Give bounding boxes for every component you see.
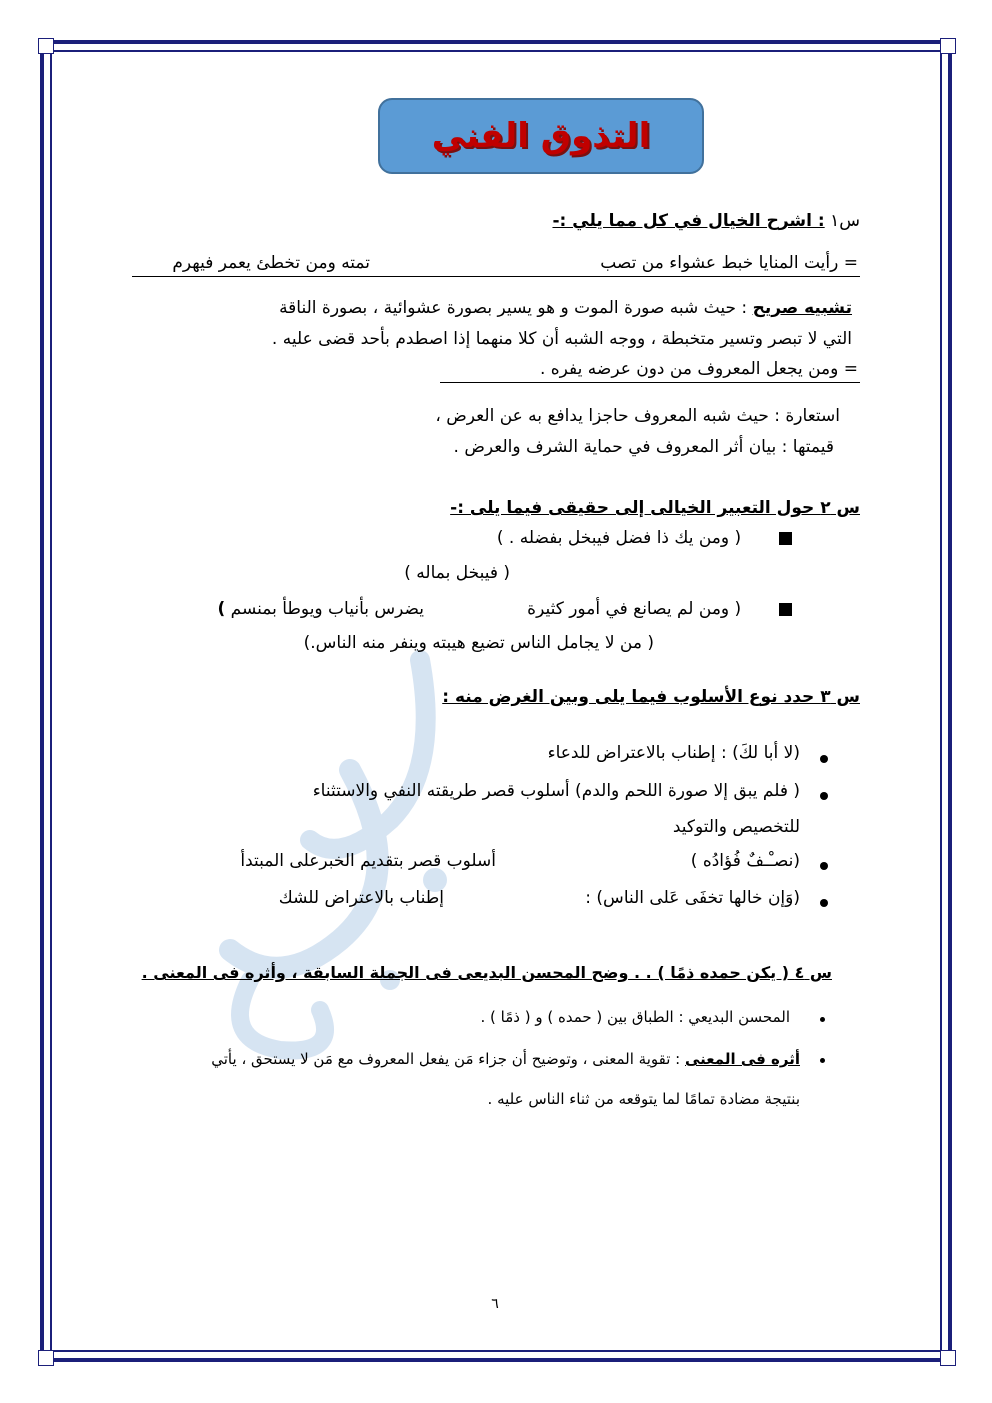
q1-verse2: = ومن يجعل المعروف من دون عرضه يفره . [539,359,858,379]
q2-item2-answer: ( من لا يجامل الناس تضيع هيبته وينفر منه الناس.) [303,633,654,653]
bullet-icon [820,1017,825,1022]
bullet-icon [820,755,828,763]
q1-answer1-line2: التي لا تبصر وتسير متخبطة ، ووجه الشبه أن كلا منهما إذا اصطدم بأحد قضى عليه . [271,329,852,349]
q1-verse1-second-hemistich: تمته ومن تخطئ يعمر فيهرم [172,253,370,273]
q3-heading: س ٣ حدد نوع الأسلوب فيما يلى وبين الغرض منه : [442,687,860,707]
border-corner [38,38,54,54]
q3-item3-answer: أسلوب قصر بتقديم الخبرعلى المبتدأ [240,851,496,871]
q4-heading: س ٤ ( يكن حمده ذمًا ) . . وضح المحسن البديعى فى الجملة السابقة ، وأثره فى المعنى . [141,963,832,982]
q3-item2-line1: ( فلم يبق إلا صورة اللحم والدم) أسلوب قصر طريقته النفي والاستثناء [312,781,800,801]
q2-item1-answer: ( فيبخل بماله ) [404,563,510,583]
q2-item2: ( ومن لم يصانع في أمور كثيرة [527,598,792,620]
page-number: ٦ [491,1296,499,1312]
q3-item4-answer: إطناب بالاعتراض للشك [278,888,444,908]
q3-item2-line2: للتخصيص والتوكيد [672,817,800,837]
bullet-icon [820,862,828,870]
square-bullet-icon [779,532,792,545]
q2-heading: س ٢ حول التعبير الخيالى إلى حقيقى فيما يلى :- [450,498,860,518]
q4-item2-label: أثره فى المعنى [685,1050,800,1068]
q1-answer2-line2: قيمتها : بيان أثر المعروف في حماية الشرف والعرض . [453,437,834,457]
border-corner [38,1350,54,1366]
q4-item2-line1: أثره فى المعنى : تقوية المعنى ، وتوضيح أن جزاء مَن يفعل المعروف مع مَن لا يستحق ، يأتي [211,1050,800,1068]
q1-heading: : اشرح الخيال في كل مما يلي :- [552,211,825,231]
square-bullet-icon [779,603,792,616]
title-box [378,98,704,174]
border-corner [940,38,956,54]
q1-verse1-first-hemistich: = رأيت المنايا خبط عشواء من تصب [600,253,858,273]
q2-item1: ( ومن يك ذا فضل فيبخل بفضله . ) [497,527,792,549]
q4-item2-line2: بنتيجة مضادة تمامًا لما يتوقعه من ثناء الناس عليه . [487,1090,800,1108]
bullet-icon [820,899,828,907]
q1-question [552,210,860,232]
page-title: التذوق الفني [431,116,651,156]
q2-item2-second-hemistich: يضرس بأنياب ويوطأ بمنسم ) [217,599,424,619]
verse-underline [132,276,860,277]
border-corner [940,1350,956,1366]
bullet-icon [820,792,828,800]
q1-answer2-line1: استعارة : حيث شبه المعروف حاجزا يدافع به عن العرض ، [435,406,840,426]
q3-item1: (لا أبا لكَ) : إطناب بالاعتراض للدعاء [547,743,800,763]
q3-item3-quote: (نصـْـفٌ فُؤادُه ) [690,851,800,871]
q3-item4-quote: (وَإن خالها تخفَى عَلى الناس) : [585,888,800,908]
q1-label: س١ [830,211,860,231]
q1-answer1-label: تشبيه صريح [752,298,852,318]
verse-underline [440,382,860,383]
bullet-icon [820,1058,825,1063]
q1-answer1-line1: تشبيه صريح : حيث شبه صورة الموت و هو يسير بصورة عشوائية ، بصورة الناقة [279,298,852,318]
q4-item1: المحسن البديعي : الطباق بين ( حمده ) و ( ذمًا ) . [480,1008,790,1026]
